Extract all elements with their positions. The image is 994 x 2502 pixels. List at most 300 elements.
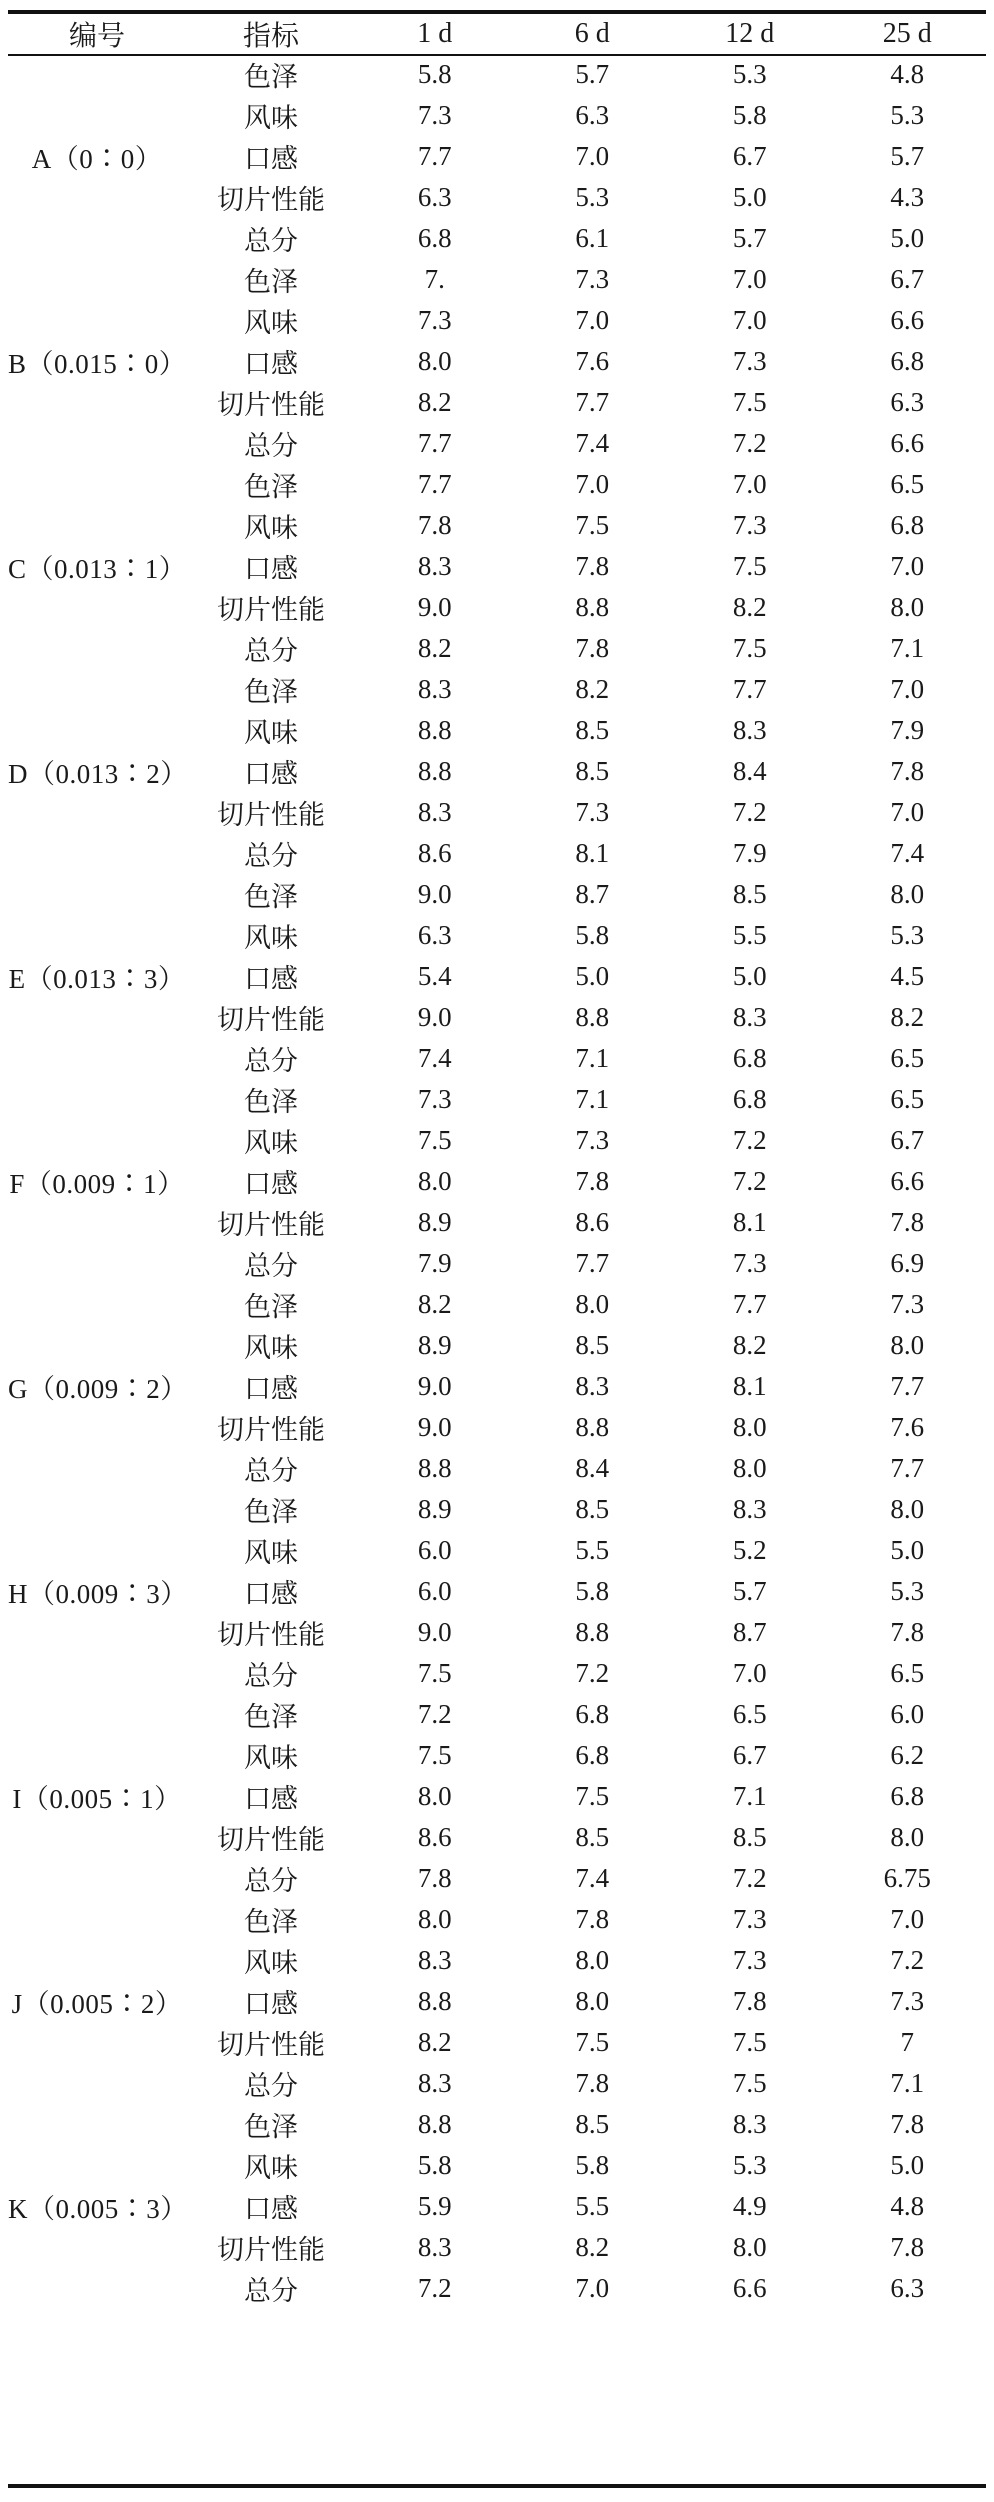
- indicator-cell: 风味: [244, 513, 298, 544]
- indicator-cell: 切片性能: [217, 185, 325, 216]
- value-cell: 9.0: [417, 1002, 452, 1032]
- indicator-cell: 风味: [244, 1743, 298, 1774]
- indicator-cell: 口感: [244, 144, 298, 175]
- value-cell: 6.1: [575, 223, 610, 253]
- value-cell: 6.5: [890, 1043, 925, 1073]
- value-cell: 8.5: [732, 1822, 767, 1852]
- indicator-cell: 色泽: [244, 2112, 298, 2143]
- value-cell: 7: [900, 2027, 914, 2057]
- value-cell: 7.9: [890, 715, 925, 745]
- value-cell: 7.2: [417, 2273, 452, 2303]
- value-cell: 5.0: [890, 1535, 925, 1565]
- value-cell: 9.0: [417, 1412, 452, 1442]
- sample-id-cell: D（0.013∶2）: [8, 759, 188, 789]
- header-day-25: 25 d: [882, 18, 932, 49]
- value-cell: 4.5: [890, 961, 925, 991]
- value-cell: 6.8: [417, 223, 452, 253]
- indicator-cell: 风味: [244, 718, 298, 749]
- value-cell: 8.2: [417, 387, 452, 417]
- indicator-cell: 风味: [244, 923, 298, 954]
- table-row: [8, 874, 986, 915]
- indicator-cell: 色泽: [244, 1702, 298, 1733]
- indicator-cell: 口感: [244, 1784, 298, 1815]
- value-cell: 7.2: [732, 1166, 767, 1196]
- value-cell: 5.8: [417, 59, 452, 89]
- value-cell: 8.5: [575, 1494, 610, 1524]
- value-cell: 7.3: [890, 1289, 925, 1319]
- value-cell: 8.0: [890, 879, 925, 909]
- value-cell: 8.6: [575, 1207, 610, 1237]
- value-cell: 7.8: [890, 2232, 925, 2262]
- indicator-cell: 口感: [244, 1989, 298, 2020]
- value-cell: 7.8: [890, 1617, 925, 1647]
- value-cell: 5.5: [732, 920, 767, 950]
- value-cell: 5.0: [890, 223, 925, 253]
- value-cell: 8.0: [417, 1166, 452, 1196]
- indicator-cell: 切片性能: [217, 2030, 325, 2061]
- header-day-12: 12 d: [725, 18, 775, 49]
- value-cell: 7.5: [732, 2027, 767, 2057]
- indicator-cell: 色泽: [244, 267, 298, 298]
- table-body: [8, 54, 986, 2309]
- value-cell: 8.8: [575, 1412, 610, 1442]
- value-cell: 5.3: [890, 1576, 925, 1606]
- value-cell: 6.9: [890, 1248, 925, 1278]
- indicator-cell: 色泽: [244, 677, 298, 708]
- value-cell: 7.9: [417, 1248, 452, 1278]
- value-cell: 8.8: [417, 1453, 452, 1483]
- value-cell: 5.8: [732, 100, 767, 130]
- value-cell: 8.0: [575, 1986, 610, 2016]
- value-cell: 7.0: [732, 1658, 767, 1688]
- value-cell: 8.3: [732, 2109, 767, 2139]
- value-cell: 5.0: [575, 961, 610, 991]
- value-cell: 5.3: [732, 2150, 767, 2180]
- value-cell: 5.9: [417, 2191, 452, 2221]
- value-cell: 7.2: [732, 1863, 767, 1893]
- indicator-cell: 总分: [244, 1866, 298, 1897]
- value-cell: 5.7: [732, 223, 767, 253]
- value-cell: 5.7: [732, 1576, 767, 1606]
- value-cell: 8.5: [575, 756, 610, 786]
- value-cell: 8.3: [417, 551, 452, 581]
- header-indicator: 指标: [242, 21, 299, 52]
- value-cell: 6.6: [732, 2273, 767, 2303]
- value-cell: 8.0: [417, 346, 452, 376]
- sample-id-cell: K（0.005∶3）: [8, 2194, 188, 2224]
- indicator-cell: 总分: [244, 636, 298, 667]
- value-cell: 8.0: [575, 1289, 610, 1319]
- value-cell: 7.0: [732, 264, 767, 294]
- indicator-cell: 切片性能: [217, 1210, 325, 1241]
- indicator-cell: 口感: [244, 1169, 298, 1200]
- value-cell: 7.0: [732, 305, 767, 335]
- value-cell: 6.8: [575, 1699, 610, 1729]
- indicator-cell: 风味: [244, 1538, 298, 1569]
- sensory-score-table: [8, 14, 986, 2309]
- value-cell: 8.0: [890, 1494, 925, 1524]
- indicator-cell: 总分: [244, 2071, 298, 2102]
- table-row: [8, 669, 986, 710]
- indicator-cell: 切片性能: [217, 2235, 325, 2266]
- value-cell: 7.3: [417, 1084, 452, 1114]
- value-cell: 8.2: [417, 2027, 452, 2057]
- value-cell: 5.3: [732, 59, 767, 89]
- value-cell: 6.3: [575, 100, 610, 130]
- indicator-cell: 口感: [244, 759, 298, 790]
- indicator-cell: 口感: [244, 964, 298, 995]
- table-row: [8, 54, 986, 95]
- value-cell: 5.2: [732, 1535, 767, 1565]
- value-cell: 7.3: [575, 1125, 610, 1155]
- value-cell: 7.5: [732, 387, 767, 417]
- value-cell: 7.4: [575, 1863, 610, 1893]
- value-cell: 8.2: [417, 1289, 452, 1319]
- table-header: [8, 14, 986, 54]
- value-cell: 7.3: [417, 100, 452, 130]
- value-cell: 8.2: [732, 592, 767, 622]
- value-cell: 8.0: [417, 1781, 452, 1811]
- value-cell: 5.7: [575, 59, 610, 89]
- value-cell: 7.1: [732, 1781, 767, 1811]
- indicator-cell: 色泽: [244, 1087, 298, 1118]
- indicator-cell: 总分: [244, 1251, 298, 1282]
- value-cell: 7.3: [890, 1986, 925, 2016]
- indicator-cell: 总分: [244, 841, 298, 872]
- indicator-cell: 总分: [244, 1456, 298, 1487]
- value-cell: 8.0: [575, 1945, 610, 1975]
- value-cell: 5.3: [890, 100, 925, 130]
- value-cell: 7.3: [732, 1945, 767, 1975]
- indicator-cell: 色泽: [244, 1497, 298, 1528]
- value-cell: 9.0: [417, 1617, 452, 1647]
- value-cell: 7.1: [890, 633, 925, 663]
- value-cell: 7.7: [417, 428, 452, 458]
- indicator-cell: 风味: [244, 2153, 298, 2184]
- value-cell: 6.8: [890, 510, 925, 540]
- value-cell: 7.8: [575, 1904, 610, 1934]
- value-cell: 8.8: [417, 1986, 452, 2016]
- value-cell: 6.3: [890, 387, 925, 417]
- indicator-cell: 风味: [244, 308, 298, 339]
- header-sample-id: 编号: [68, 21, 125, 52]
- value-cell: 8.5: [575, 715, 610, 745]
- value-cell: 7.8: [890, 2109, 925, 2139]
- value-cell: 8.2: [575, 674, 610, 704]
- value-cell: 6.3: [417, 920, 452, 950]
- value-cell: 8.1: [732, 1207, 767, 1237]
- value-cell: 8.3: [417, 1945, 452, 1975]
- value-cell: 5.0: [890, 2150, 925, 2180]
- value-cell: 7.7: [575, 387, 610, 417]
- value-cell: 7.7: [890, 1453, 925, 1483]
- indicator-cell: 总分: [244, 1046, 298, 1077]
- value-cell: 7.8: [417, 1863, 452, 1893]
- value-cell: 7.3: [732, 346, 767, 376]
- indicator-cell: 风味: [244, 1948, 298, 1979]
- value-cell: 6.0: [417, 1535, 452, 1565]
- value-cell: 7.7: [732, 1289, 767, 1319]
- value-cell: 7.1: [575, 1043, 610, 1073]
- value-cell: 8.3: [417, 674, 452, 704]
- indicator-cell: 口感: [244, 1579, 298, 1610]
- value-cell: 9.0: [417, 592, 452, 622]
- sample-id-cell: I（0.005∶1）: [12, 1784, 182, 1814]
- value-cell: 8.8: [575, 1002, 610, 1032]
- value-cell: 8.8: [575, 592, 610, 622]
- value-cell: 7.2: [890, 1945, 925, 1975]
- value-cell: 8.3: [417, 2068, 452, 2098]
- value-cell: 7.7: [890, 1371, 925, 1401]
- value-cell: 7.2: [417, 1699, 452, 1729]
- value-cell: 7.8: [890, 756, 925, 786]
- indicator-cell: 口感: [244, 2194, 298, 2225]
- value-cell: 5.0: [732, 182, 767, 212]
- value-cell: 6.3: [890, 2273, 925, 2303]
- indicator-cell: 口感: [244, 349, 298, 380]
- value-cell: 8.7: [575, 879, 610, 909]
- value-cell: 7.6: [575, 346, 610, 376]
- indicator-cell: 切片性能: [217, 595, 325, 626]
- value-cell: 5.5: [575, 1535, 610, 1565]
- table-row: [8, 1489, 986, 1530]
- indicator-cell: 切片性能: [217, 1620, 325, 1651]
- value-cell: 7.5: [732, 551, 767, 581]
- value-cell: 8.5: [732, 879, 767, 909]
- table-row: [8, 1079, 986, 1120]
- indicator-cell: 风味: [244, 1333, 298, 1364]
- value-cell: 8.3: [417, 797, 452, 827]
- value-cell: 8.8: [575, 1617, 610, 1647]
- value-cell: 7.0: [732, 469, 767, 499]
- indicator-cell: 口感: [244, 1374, 298, 1405]
- value-cell: 8.3: [732, 1002, 767, 1032]
- sample-id-cell: A（0∶0）: [31, 144, 163, 174]
- value-cell: 7.5: [732, 2068, 767, 2098]
- value-cell: 6.7: [890, 1125, 925, 1155]
- value-cell: 6.8: [732, 1043, 767, 1073]
- value-cell: 7.3: [575, 264, 610, 294]
- value-cell: 8.1: [575, 838, 610, 868]
- header-row: [8, 14, 986, 54]
- value-cell: 6.0: [417, 1576, 452, 1606]
- value-cell: 7.8: [575, 551, 610, 581]
- value-cell: 8.0: [890, 1330, 925, 1360]
- value-cell: 7.7: [575, 1248, 610, 1278]
- value-cell: 7.3: [732, 1904, 767, 1934]
- indicator-cell: 切片性能: [217, 1415, 325, 1446]
- value-cell: 5.8: [575, 1576, 610, 1606]
- value-cell: 8.0: [417, 1904, 452, 1934]
- value-cell: 7.4: [417, 1043, 452, 1073]
- value-cell: 8.8: [417, 756, 452, 786]
- value-cell: 7.8: [575, 1166, 610, 1196]
- value-cell: 7.0: [890, 797, 925, 827]
- header-day-1: 1 d: [417, 18, 453, 49]
- value-cell: 7.8: [890, 1207, 925, 1237]
- table-row: [8, 259, 986, 300]
- value-cell: 7.5: [732, 633, 767, 663]
- indicator-cell: 总分: [244, 2276, 298, 2307]
- value-cell: 5.5: [575, 2191, 610, 2221]
- value-cell: 6.7: [732, 141, 767, 171]
- value-cell: 9.0: [417, 1371, 452, 1401]
- value-cell: 5.3: [890, 920, 925, 950]
- value-cell: 7.2: [732, 797, 767, 827]
- value-cell: 4.3: [890, 182, 925, 212]
- value-cell: 7.1: [890, 2068, 925, 2098]
- value-cell: 8.0: [890, 592, 925, 622]
- value-cell: 7.5: [575, 1781, 610, 1811]
- table-row: [8, 1284, 986, 1325]
- value-cell: 8.0: [732, 2232, 767, 2262]
- indicator-cell: 切片性能: [217, 390, 325, 421]
- value-cell: 7.5: [417, 1658, 452, 1688]
- indicator-cell: 色泽: [244, 1292, 298, 1323]
- value-cell: 6.5: [890, 1084, 925, 1114]
- value-cell: 8.0: [732, 1412, 767, 1442]
- value-cell: 5.8: [417, 2150, 452, 2180]
- value-cell: 8.2: [890, 1002, 925, 1032]
- value-cell: 8.0: [732, 1453, 767, 1483]
- indicator-cell: 总分: [244, 431, 298, 462]
- value-cell: 7.2: [575, 1658, 610, 1688]
- value-cell: 7.: [424, 264, 445, 294]
- value-cell: 6.8: [732, 1084, 767, 1114]
- value-cell: 7.5: [417, 1740, 452, 1770]
- value-cell: 5.7: [890, 141, 925, 171]
- sample-id-cell: F（0.009∶1）: [9, 1169, 185, 1199]
- value-cell: 8.3: [732, 715, 767, 745]
- value-cell: 7.4: [575, 428, 610, 458]
- value-cell: 7.7: [417, 141, 452, 171]
- value-cell: 6.8: [890, 1781, 925, 1811]
- value-cell: 8.3: [732, 1494, 767, 1524]
- value-cell: 6.8: [575, 1740, 610, 1770]
- sample-id-cell: H（0.009∶3）: [8, 1579, 188, 1609]
- value-cell: 7.4: [890, 838, 925, 868]
- value-cell: 5.4: [417, 961, 452, 991]
- value-cell: 8.9: [417, 1207, 452, 1237]
- value-cell: 7.2: [732, 1125, 767, 1155]
- value-cell: 7.8: [575, 633, 610, 663]
- value-cell: 8.1: [732, 1371, 767, 1401]
- indicator-cell: 色泽: [244, 882, 298, 913]
- value-cell: 8.2: [417, 633, 452, 663]
- value-cell: 7.0: [575, 2273, 610, 2303]
- value-cell: 7.7: [417, 469, 452, 499]
- indicator-cell: 色泽: [244, 1907, 298, 1938]
- value-cell: 8.9: [417, 1330, 452, 1360]
- sample-id-cell: J（0.005∶2）: [11, 1989, 183, 2019]
- indicator-cell: 风味: [244, 103, 298, 134]
- indicator-cell: 切片性能: [217, 800, 325, 831]
- value-cell: 8.7: [732, 1617, 767, 1647]
- header-day-6: 6 d: [574, 18, 610, 49]
- value-cell: 8.8: [417, 2109, 452, 2139]
- value-cell: 5.3: [575, 182, 610, 212]
- value-cell: 8.6: [417, 838, 452, 868]
- sample-id-cell: E（0.013∶3）: [8, 964, 186, 994]
- value-cell: 6.6: [890, 305, 925, 335]
- value-cell: 7.1: [575, 1084, 610, 1114]
- value-cell: 4.8: [890, 2191, 925, 2221]
- table-bottom-rule: [8, 2484, 986, 2488]
- value-cell: 7.0: [890, 1904, 925, 1934]
- value-cell: 7.5: [417, 1125, 452, 1155]
- value-cell: 8.5: [575, 1822, 610, 1852]
- value-cell: 7.7: [732, 674, 767, 704]
- value-cell: 6.3: [417, 182, 452, 212]
- value-cell: 8.2: [575, 2232, 610, 2262]
- value-cell: 6.7: [732, 1740, 767, 1770]
- indicator-cell: 切片性能: [217, 1825, 325, 1856]
- value-cell: 7.2: [732, 428, 767, 458]
- value-cell: 8.2: [732, 1330, 767, 1360]
- value-cell: 9.0: [417, 879, 452, 909]
- value-cell: 6.8: [890, 346, 925, 376]
- value-cell: 8.0: [890, 1822, 925, 1852]
- value-cell: 6.5: [732, 1699, 767, 1729]
- value-cell: 7.0: [575, 469, 610, 499]
- value-cell: 8.5: [575, 2109, 610, 2139]
- value-cell: 6.5: [890, 469, 925, 499]
- value-cell: 8.9: [417, 1494, 452, 1524]
- indicator-cell: 风味: [244, 1128, 298, 1159]
- table-row: [8, 2104, 986, 2145]
- value-cell: 7.9: [732, 838, 767, 868]
- value-cell: 7.0: [575, 305, 610, 335]
- indicator-cell: 色泽: [244, 62, 298, 93]
- value-cell: 7.3: [732, 1248, 767, 1278]
- indicator-cell: 总分: [244, 226, 298, 257]
- value-cell: 8.8: [417, 715, 452, 745]
- value-cell: 7.8: [575, 2068, 610, 2098]
- value-cell: 8.3: [417, 2232, 452, 2262]
- value-cell: 8.4: [575, 1453, 610, 1483]
- value-cell: 8.4: [732, 756, 767, 786]
- value-cell: 7.3: [575, 797, 610, 827]
- sample-id-cell: B（0.015∶0）: [8, 349, 187, 379]
- table-row: [8, 1694, 986, 1735]
- value-cell: 8.5: [575, 1330, 610, 1360]
- value-cell: 7.5: [575, 2027, 610, 2057]
- indicator-cell: 色泽: [244, 472, 298, 503]
- value-cell: 7.0: [575, 141, 610, 171]
- value-cell: 7.3: [732, 510, 767, 540]
- table-row: [8, 464, 986, 505]
- value-cell: 7.8: [417, 510, 452, 540]
- value-cell: 6.6: [890, 428, 925, 458]
- value-cell: 8.3: [575, 1371, 610, 1401]
- value-cell: 6.2: [890, 1740, 925, 1770]
- value-cell: 5.8: [575, 920, 610, 950]
- value-cell: 6.6: [890, 1166, 925, 1196]
- indicator-cell: 切片性能: [217, 1005, 325, 1036]
- value-cell: 7.8: [732, 1986, 767, 2016]
- value-cell: 5.8: [575, 2150, 610, 2180]
- value-cell: 4.8: [890, 59, 925, 89]
- indicator-cell: 总分: [244, 1661, 298, 1692]
- value-cell: 8.6: [417, 1822, 452, 1852]
- sample-id-cell: C（0.013∶1）: [8, 554, 187, 584]
- sample-id-cell: G（0.009∶2）: [8, 1374, 188, 1404]
- value-cell: 6.7: [890, 264, 925, 294]
- indicator-cell: 口感: [244, 554, 298, 585]
- value-cell: 7.5: [575, 510, 610, 540]
- value-cell: 5.0: [732, 961, 767, 991]
- value-cell: 7.6: [890, 1412, 925, 1442]
